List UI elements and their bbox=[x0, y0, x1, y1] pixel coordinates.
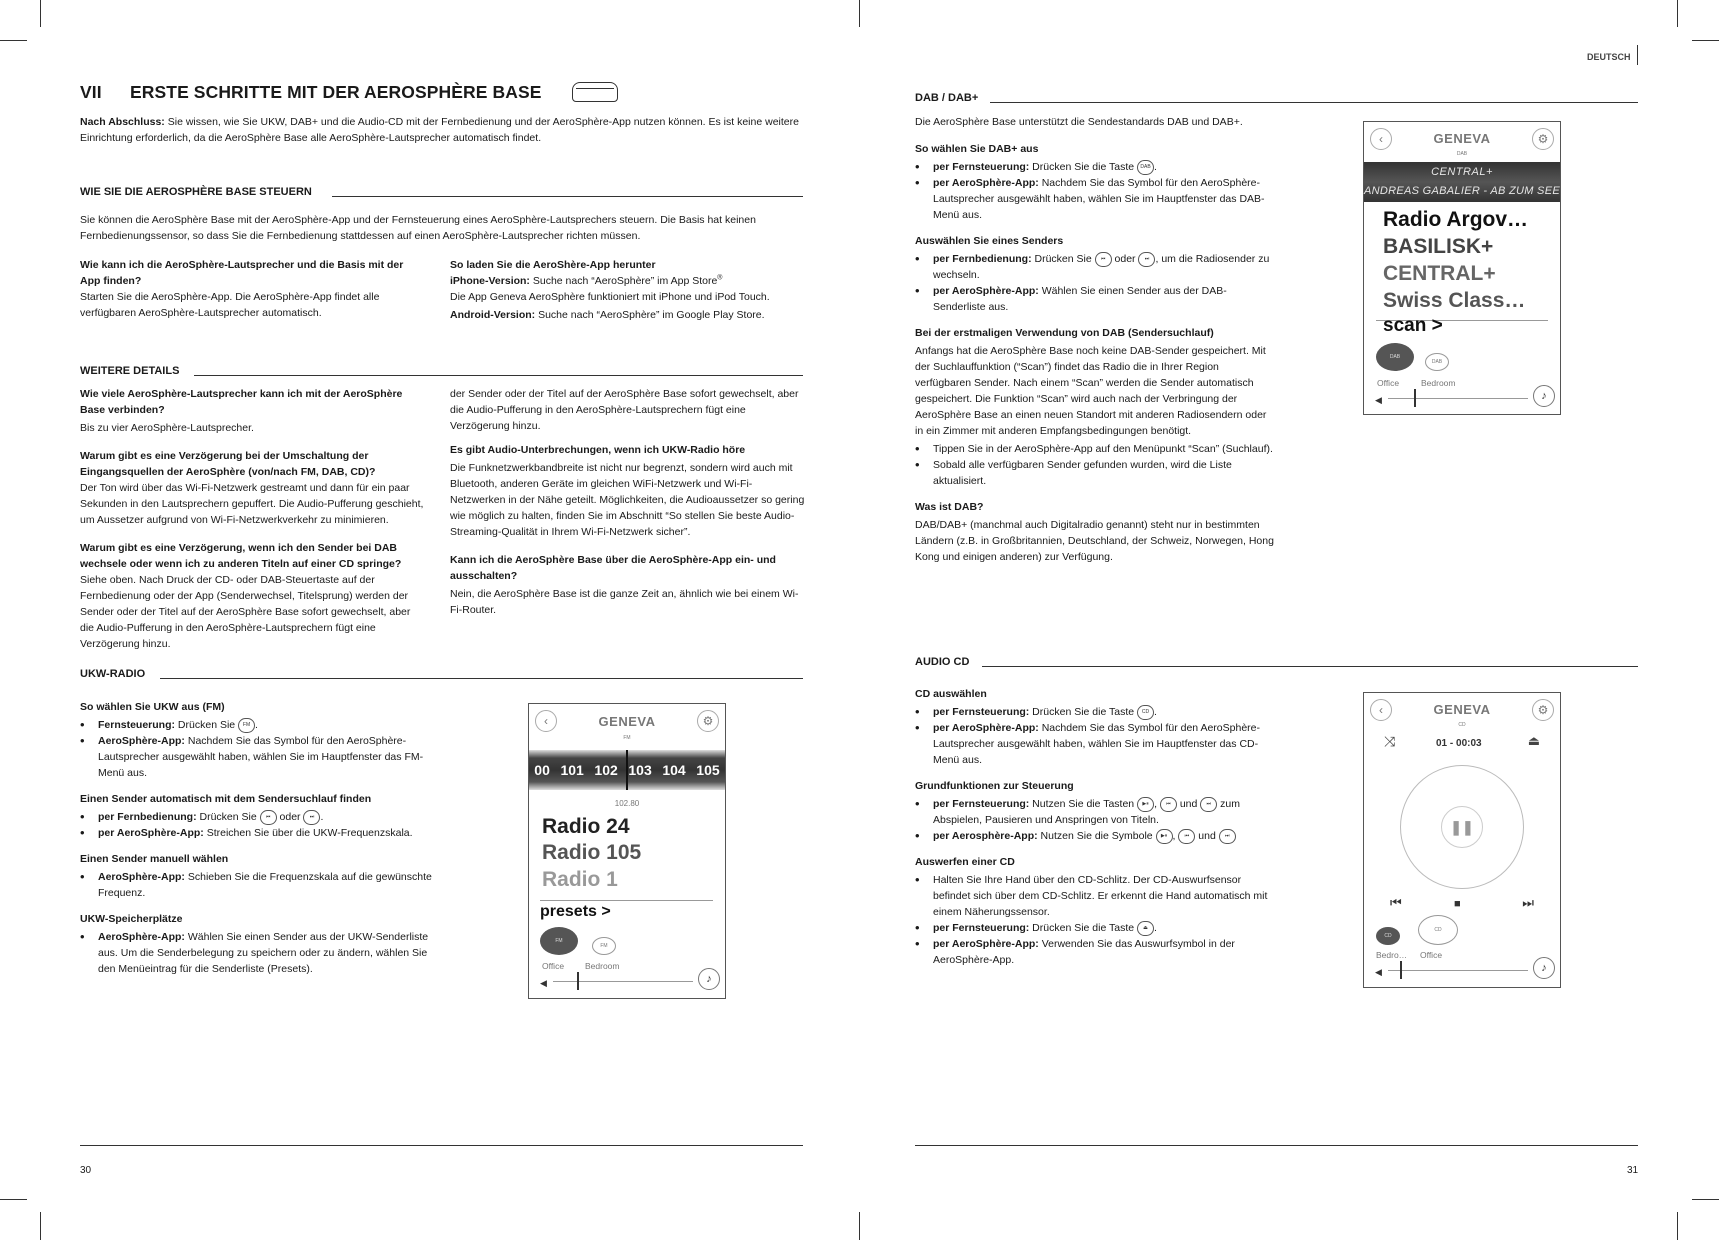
list-item bbox=[80, 929, 440, 977]
ukw-list bbox=[80, 869, 440, 901]
iphone-version bbox=[450, 273, 805, 289]
shuffle-icon: ⤨ bbox=[1384, 733, 1396, 749]
list-item: • per Fernbedienung: Drücken Sie ⏮ oder ⏭ . bbox=[80, 809, 440, 825]
presets-link: presets > bbox=[540, 903, 611, 920]
speaker-label: Office bbox=[1377, 378, 1400, 388]
prev-button-icon: ⏮ bbox=[1160, 797, 1177, 812]
speaker-icon: CD bbox=[1418, 915, 1458, 945]
bullet-label: AeroSphère-App: bbox=[98, 931, 185, 943]
iphone-label: iPhone-Version: bbox=[450, 275, 530, 287]
iphone-compat: Die App Geneva AeroSphère funktioniert mit iPhone und iPod Touch. bbox=[450, 291, 770, 303]
speaker-icon: DAB bbox=[1425, 353, 1449, 371]
list-item: • per Fernsteuerung: Nutzen Sie die Tasten ▶⏸ , ⏮ und ⏭ zum Abspielen, Pausieren und Anspringen von Titeln. bbox=[915, 796, 1275, 828]
details-col-right bbox=[450, 386, 805, 618]
steuern-paragraph: Sie können die AeroSphère Base mit der AeroSphère-App und der Fernsteuerung eines AeroSphère-Lautsprechers steuern. Die Basis hat keinen Fernbedienungssensor, so dass Sie die Fernbedienung stattdessen auf einen AeroSphère-Lautsprecher richten müssen. bbox=[80, 214, 756, 242]
bullet-text: Drücken Sie die Taste bbox=[1029, 706, 1138, 718]
section-rule bbox=[982, 666, 1638, 667]
cd-list bbox=[915, 796, 1275, 844]
faq-answer: Starten Sie die AeroSphère-App. Die AeroSphère-App findet alle verfügbaren AeroSphère-Lautsprecher automatisch. bbox=[80, 291, 380, 319]
speaker-icon-active: CD bbox=[1376, 927, 1400, 945]
prev-button-icon: ⏮ bbox=[1095, 252, 1112, 267]
list-item bbox=[915, 251, 1275, 283]
gear-icon: ⚙ bbox=[1532, 699, 1554, 721]
music-note-icon: ♪ bbox=[698, 968, 720, 990]
list-item bbox=[915, 175, 1275, 223]
chapter-title: ERSTE SCHRITTE MIT DER AEROSPHÈRE BASE bbox=[130, 82, 542, 102]
eject-icon: ⏏ bbox=[1527, 733, 1540, 748]
dab-intro: Die AeroSphère Base unterstützt die Sendestandards DAB und DAB+. bbox=[915, 116, 1243, 128]
bullet-text: Nachdem Sie das Symbol für den AeroSphère-Lautsprecher ausgewählt haben, wählen Sie im Hauptfenster das FM-Menü aus. bbox=[98, 735, 424, 779]
dab-subheading: So wählen Sie DAB+ aus bbox=[915, 143, 1039, 155]
section-rule bbox=[160, 678, 803, 679]
volume-thumb bbox=[1400, 961, 1402, 979]
dab-list bbox=[915, 441, 1275, 489]
page-number: 30 bbox=[80, 1165, 92, 1176]
intro-paragraph bbox=[80, 114, 802, 146]
track-time: 00:03 bbox=[1456, 738, 1482, 749]
fm-button-icon: FM bbox=[238, 718, 255, 733]
dial-tick: 104 bbox=[662, 762, 686, 778]
station-item: Radio 24 bbox=[542, 815, 630, 838]
bullet-text: oder bbox=[1111, 253, 1139, 265]
bullet-label: per AeroSphère-App: bbox=[98, 827, 204, 839]
station-item: Radio 1 bbox=[542, 868, 618, 891]
bullet-text: Nachdem Sie das Symbol für den AeroSphère-Lautsprecher ausgewählt haben, wählen Sie im Hauptfenster das DAB-Menü aus. bbox=[933, 177, 1265, 221]
list-item bbox=[915, 936, 1275, 968]
steuern-col-left bbox=[80, 257, 425, 321]
bullet-label: per Aerosphère-App: bbox=[933, 830, 1038, 842]
section-rule bbox=[332, 196, 803, 197]
speaker-icon: FM bbox=[592, 937, 616, 955]
crop-mark bbox=[1692, 40, 1719, 41]
bullet-text: Schieben Sie die Frequenzskala auf die gewünschte Frequenz. bbox=[98, 871, 432, 899]
crop-mark bbox=[0, 40, 27, 41]
dab-list bbox=[915, 159, 1275, 223]
mode-label: FM bbox=[623, 735, 631, 741]
bullet-label: per Fernsteuerung: bbox=[933, 161, 1030, 173]
bullet-label: per Fernsteuerung: bbox=[933, 798, 1030, 810]
track-readout: 01 - 00:03 bbox=[1436, 738, 1482, 749]
dial-tick: 101 bbox=[560, 762, 584, 778]
bullet-text: Drücken Sie die Taste bbox=[1029, 161, 1138, 173]
volume-icon: ◀ bbox=[1375, 395, 1382, 405]
volume-thumb bbox=[1414, 389, 1416, 407]
dial-tick: 105 bbox=[696, 762, 720, 778]
list-item bbox=[80, 825, 440, 841]
speaker-label: Bedro… bbox=[1376, 950, 1408, 960]
station-item: CENTRAL+ bbox=[1383, 262, 1496, 285]
prev-button-icon: ⏮ bbox=[1178, 829, 1195, 844]
android-version bbox=[450, 307, 805, 323]
stop-icon: ■ bbox=[1454, 898, 1461, 910]
speaker-icon-active: DAB bbox=[1376, 343, 1414, 371]
volume-thumb bbox=[577, 972, 579, 990]
list-item bbox=[915, 283, 1275, 315]
section-heading-details: WEITERE DETAILS bbox=[80, 365, 180, 377]
section-rule bbox=[990, 102, 1638, 103]
bullet-label: per AeroSphère-App: bbox=[933, 938, 1039, 950]
faq-question: Wie kann ich die AeroSphère-Lautsprecher und die Basis mit der App finden? bbox=[80, 259, 404, 287]
list-item bbox=[915, 720, 1275, 768]
bullet-text: Drücken Sie die Taste bbox=[1029, 922, 1138, 934]
mode-label: DAB bbox=[1456, 151, 1468, 157]
next-track-icon: ⏭ bbox=[1522, 895, 1534, 910]
list-item: • per Fernsteuerung: Drücken Sie die Taste CD . bbox=[915, 704, 1275, 720]
language-rule bbox=[1637, 45, 1638, 65]
faq-question: Warum gibt es eine Verzögerung, wenn ich den Sender bei DAB wechsele oder wenn ich zu anderen Titeln auf einer CD springe? bbox=[80, 542, 402, 570]
bullet-text: Nutzen Sie die Symbole bbox=[1037, 830, 1156, 842]
prev-track-icon: ⏮ bbox=[1390, 895, 1402, 910]
volume-slider bbox=[1388, 970, 1528, 971]
page-number: 31 bbox=[1627, 1165, 1639, 1176]
registered-mark: ® bbox=[717, 274, 723, 282]
ukw-subheading: UKW-Speicherplätze bbox=[80, 913, 183, 925]
faq-question: Kann ich die AeroSphère Base über die AeroSphère-App ein- und ausschalten? bbox=[450, 554, 776, 582]
intro-text: Sie wissen, wie Sie UKW, DAB+ und die Audio-CD mit der Fernbedienung und der AeroSphère-App nutzen können. Es ist keine weitere Einrichtung erforderlich, da die AeroSphère Base alle AeroSphère-Lautsprecher automatisch findet. bbox=[80, 116, 799, 144]
faq-answer: Nein, die AeroSphère Base ist die ganze Zeit an, ähnlich wie bei einem Wi-Fi-Router. bbox=[450, 588, 799, 616]
scan-link: scan > bbox=[1383, 315, 1443, 336]
banner-station: CENTRAL+ bbox=[1431, 166, 1493, 178]
brand-logo: GENEVA bbox=[598, 714, 656, 729]
volume-icon: ◀ bbox=[1375, 967, 1382, 977]
pause-icon: ❚❚ bbox=[1441, 806, 1483, 848]
speaker-label: Bedroom bbox=[1421, 378, 1456, 388]
chapter-number: VII bbox=[80, 82, 102, 102]
device-icon bbox=[572, 82, 618, 102]
cd-content bbox=[915, 686, 1275, 968]
list-item: • Sobald alle verfügbaren Sender gefunden wurden, wird die Liste aktualisiert. bbox=[915, 457, 1275, 489]
crop-mark bbox=[1677, 1212, 1678, 1240]
download-heading: So laden Sie die AeroShère-App herunter bbox=[450, 259, 656, 271]
crop-mark bbox=[859, 0, 860, 27]
faq-answer-continued: der Sender oder der Titel auf der AeroSphère Base sofort gewechselt, aber die Audio-Pufferung in den AeroSphère-Lautsprechern fügt eine Verzögerung hinzu. bbox=[450, 388, 799, 432]
dial-tick: 00 bbox=[534, 762, 550, 778]
next-button-icon: ⏭ bbox=[1138, 252, 1155, 267]
volume-slider bbox=[553, 981, 693, 982]
bullet-text: oder bbox=[276, 811, 304, 823]
dab-list bbox=[915, 251, 1275, 315]
brand-logo: GENEVA bbox=[1433, 131, 1491, 146]
android-text: Suche nach “AeroSphère” im Google Play Store. bbox=[535, 309, 765, 321]
section-heading-dab: DAB / DAB+ bbox=[915, 92, 979, 104]
steuern-col-right bbox=[450, 257, 805, 323]
ukw-subheading: So wählen Sie UKW aus (FM) bbox=[80, 701, 225, 713]
bullet-label: per AeroSphère-App: bbox=[933, 722, 1039, 734]
cd-list bbox=[915, 872, 1275, 968]
faq-question: Warum gibt es eine Verzögerung bei der Umschaltung der Eingangsquellen der AeroSphère (von/nach FM, DAB, CD)? bbox=[80, 450, 376, 478]
bullet-label: per AeroSphère-App: bbox=[933, 177, 1039, 189]
bullet-text: , um die Radiosender zu wechseln. bbox=[933, 253, 1270, 281]
back-icon: ‹ bbox=[535, 710, 557, 732]
crop-mark bbox=[0, 1199, 27, 1200]
station-item: Swiss Class… bbox=[1383, 289, 1526, 312]
list-item bbox=[80, 733, 440, 781]
bullet-text: und bbox=[1176, 798, 1201, 810]
prev-button-icon: ⏮ bbox=[260, 810, 277, 825]
ukw-subheading: Einen Sender manuell wählen bbox=[80, 853, 229, 865]
list-item: • Fernsteuerung: Drücken Sie FM . bbox=[80, 717, 440, 733]
section-heading-ukw: UKW-RADIO bbox=[80, 668, 146, 680]
bullet-text: zum Abspielen, Pausieren und Anspringen von Titeln. bbox=[933, 798, 1241, 826]
bullet-label: per Fernsteuerung: bbox=[933, 706, 1030, 718]
bullet-label: per Fernbedienung: bbox=[98, 811, 197, 823]
section-rule bbox=[194, 375, 803, 376]
crop-mark bbox=[40, 1212, 41, 1240]
details-col-left bbox=[80, 386, 425, 650]
cd-app-screenshot bbox=[1363, 692, 1561, 988]
fm-app-screenshot bbox=[528, 703, 726, 999]
crop-mark bbox=[859, 1212, 860, 1240]
list-divider bbox=[540, 900, 713, 901]
dab-subheading: Auswählen Sie eines Senders bbox=[915, 235, 1064, 247]
station-item: Radio 105 bbox=[542, 841, 642, 864]
cd-subheading: CD auswählen bbox=[915, 688, 987, 700]
bullet-text: Nutzen Sie die Tasten bbox=[1029, 798, 1138, 810]
mode-label: CD bbox=[1458, 722, 1466, 728]
crop-mark bbox=[1677, 0, 1678, 27]
bullet-label: Fernsteuerung: bbox=[98, 719, 176, 731]
music-note-icon: ♪ bbox=[1533, 957, 1555, 979]
list-item bbox=[80, 869, 440, 901]
faq-answer: Der Ton wird über das Wi-Fi-Netzwerk gestreamt und dann für ein paar Sekunden in den Lautsprechern gepuffert. Die Audio-Pufferung geschieht, um Aussetzer aufgrund von Wi-Fi-Netzwerkverkehr zu minimieren. bbox=[80, 482, 424, 526]
volume-icon: ◀ bbox=[540, 978, 547, 988]
android-label: Android-Version: bbox=[450, 309, 536, 321]
dab-button-icon: DAB bbox=[1137, 160, 1154, 175]
crop-mark bbox=[40, 0, 41, 27]
bullet-label: AeroSphère-App: bbox=[98, 871, 185, 883]
now-playing-banner bbox=[1364, 162, 1560, 202]
eject-button-icon: ⏏ bbox=[1137, 921, 1154, 936]
station-item: BASILISK+ bbox=[1383, 235, 1494, 258]
dab-paragraph: Anfangs hat die AeroSphère Base noch keine DAB-Sender gespeichert. Mit der Suchlauffunktion (“Scan”) findet das Radio die in Ihrer Region verfügbaren Sender. Nach einem “Scan” werden die Sender automatisch gespeichert. Die Funktion “Scan” wird auch nach der Verbringung der AeroSphère Base an einen neuen Standort mit anderen Radiosendern oder in ein Zimmer mit anderen Empfangsbedingungen benötigt. bbox=[915, 345, 1267, 437]
faq-answer: Siehe oben. Nach Druck der CD- oder DAB-Steuertaste auf der Fernbedienung oder der App (Senderwechsel, Titelsprung) werden der Sender oder der Titel auf der AeroSphère Base sofort gewechselt, aber die Audio-Pufferung in den AeroSphère-Lautsprechern fügt eine Verzögerung hinzu. bbox=[80, 574, 411, 650]
intro-label: Nach Abschluss: bbox=[80, 116, 165, 128]
iphone-text: Suche nach “AeroSphère” im App Store bbox=[529, 275, 718, 287]
bullet-label: per AeroSphère-App: bbox=[933, 285, 1039, 297]
bullet-text: und bbox=[1195, 830, 1219, 842]
list-item: • per Fernsteuerung: Drücken Sie die Taste DAB . bbox=[915, 159, 1275, 175]
dab-app-screenshot bbox=[1363, 121, 1561, 415]
language-label: DEUTSCH bbox=[1587, 52, 1631, 62]
volume-slider bbox=[1388, 398, 1528, 399]
bullet-text: Drücken Sie bbox=[1031, 253, 1095, 265]
speaker-label: Bedroom bbox=[585, 961, 620, 971]
faq-answer: Die Funknetzwerkbandbreite ist nicht nur begrenzt, sondern wird auch mit Bluetooth, anderen Geräte im gleichen WiFi-Netzwerk und Wi-Fi-Netzwerken in der Nähe geteilt. Möglichkeiten, die Audioaussetzer so gering wie möglich zu halten, finden Sie im Abschnitt “So stellen Sie beste Audio-Streaming-Qualität in Ihrem Wi-Fi-Netzwerk sicher”. bbox=[450, 462, 805, 538]
back-icon: ‹ bbox=[1370, 128, 1392, 150]
cd-list bbox=[915, 704, 1275, 768]
bullet-text: Drücken Sie bbox=[196, 811, 260, 823]
dial-tick: 102 bbox=[594, 762, 618, 778]
gear-icon: ⚙ bbox=[697, 710, 719, 732]
play-pause-button-icon: ▶⏸ bbox=[1137, 797, 1154, 812]
dial-marker bbox=[626, 750, 628, 790]
back-icon: ‹ bbox=[1370, 699, 1392, 721]
ukw-subheading: Einen Sender automatisch mit dem Sendersuchlauf finden bbox=[80, 793, 372, 805]
faq-question: Wie viele AeroSphère-Lautsprecher kann ich mit der AeroSphère Base verbinden? bbox=[80, 388, 403, 416]
speaker-label: Office bbox=[1420, 950, 1443, 960]
gear-icon: ⚙ bbox=[1532, 128, 1554, 150]
bullet-text: Streichen Sie über die UKW-Frequenzskala. bbox=[203, 827, 413, 839]
ukw-list bbox=[80, 809, 440, 841]
frequency-readout: 102.80 bbox=[614, 799, 640, 808]
ukw-list bbox=[80, 929, 440, 977]
next-button-icon: ⏭ bbox=[1219, 829, 1236, 844]
bullet-text: Nachdem Sie das Symbol für den AeroSphère-Lautsprecher ausgewählt haben, wählen Sie im Hauptfenster das CD-Menü aus. bbox=[933, 722, 1260, 766]
crop-mark bbox=[1692, 1199, 1719, 1200]
speaker-icon-active: FM bbox=[540, 927, 578, 955]
cd-button-icon: CD bbox=[1137, 705, 1154, 720]
faq-answer: Bis zu vier AeroSphère-Lautsprecher. bbox=[80, 422, 254, 434]
track-number: 01 bbox=[1436, 738, 1448, 749]
bullet-text: Verwenden Sie das Auswurfsymbol in der AeroSphère-App. bbox=[933, 938, 1235, 966]
bullet-label: per Fernbedienung: bbox=[933, 253, 1032, 265]
list-item: • Halten Sie Ihre Hand über den CD-Schlitz. Der CD-Auswurfsensor befindet sich über dem CD-Schlitz. Er erkennt die Hand automatisch mit einem Näherungssensor. bbox=[915, 872, 1275, 920]
dab-content bbox=[915, 114, 1275, 565]
cd-subheading: Grundfunktionen zur Steuerung bbox=[915, 780, 1074, 792]
play-pause-button-icon: ▶⏸ bbox=[1156, 829, 1173, 844]
next-button-icon: ⏭ bbox=[1200, 797, 1217, 812]
cd-subheading: Auswerfen einer CD bbox=[915, 856, 1015, 868]
footer-rule bbox=[915, 1145, 1638, 1146]
section-heading-steuern: WIE SIE DIE AEROSPHÈRE BASE STEUERN bbox=[80, 186, 312, 198]
banner-track: ANDREAS GABALIER - AB ZUM SEE bbox=[1364, 185, 1560, 197]
dab-subheading: Bei der erstmaligen Verwendung von DAB (Sendersuchlauf) bbox=[915, 327, 1214, 339]
music-note-icon: ♪ bbox=[1533, 385, 1555, 407]
bullet-text: Wählen Sie einen Sender aus der UKW-Senderliste aus. Um die Senderbelegung zu speichern oder zu ändern, wählen Sie den Menüeintrag für die Senderliste (Presets). bbox=[98, 931, 429, 975]
bullet-text: Wählen Sie einen Sender aus der DAB-Senderliste aus. bbox=[933, 285, 1227, 313]
list-item: • per Aerosphère-App: Nutzen Sie die Symbole ▶⏸ , ⏮ und ⏭ bbox=[915, 828, 1275, 844]
ukw-content bbox=[80, 699, 440, 977]
bullet-text: Drücken Sie bbox=[175, 719, 239, 731]
speaker-label: Office bbox=[542, 961, 565, 971]
ukw-list bbox=[80, 717, 440, 781]
bullet-label: per Fernsteuerung: bbox=[933, 922, 1030, 934]
dial-tick: 103 bbox=[628, 762, 652, 778]
dab-subheading: Was ist DAB? bbox=[915, 501, 984, 513]
section-heading-cd: AUDIO CD bbox=[915, 656, 970, 668]
faq-question: Es gibt Audio-Unterbrechungen, wenn ich UKW-Radio höre bbox=[450, 444, 746, 456]
bullet-label: AeroSphère-App: bbox=[98, 735, 185, 747]
station-item: Radio Argov… bbox=[1383, 208, 1529, 231]
dab-paragraph: DAB/DAB+ (manchmal auch Digitalradio genannt) steht nur in bestimmten Ländern (z.B. in Großbritannien, Deutschland, der Schweiz, Norwegen, Hong Kong und einigen anderen) zur Verfügung. bbox=[915, 519, 1274, 563]
list-item: • per Fernsteuerung: Drücken Sie die Taste ⏏ . bbox=[915, 920, 1275, 936]
list-item: • Tippen Sie in der AeroSphère-App auf den Menüpunkt “Scan” (Suchlauf). bbox=[915, 441, 1275, 457]
footer-rule bbox=[80, 1145, 803, 1146]
next-button-icon: ⏭ bbox=[303, 810, 320, 825]
brand-logo: GENEVA bbox=[1433, 702, 1491, 717]
